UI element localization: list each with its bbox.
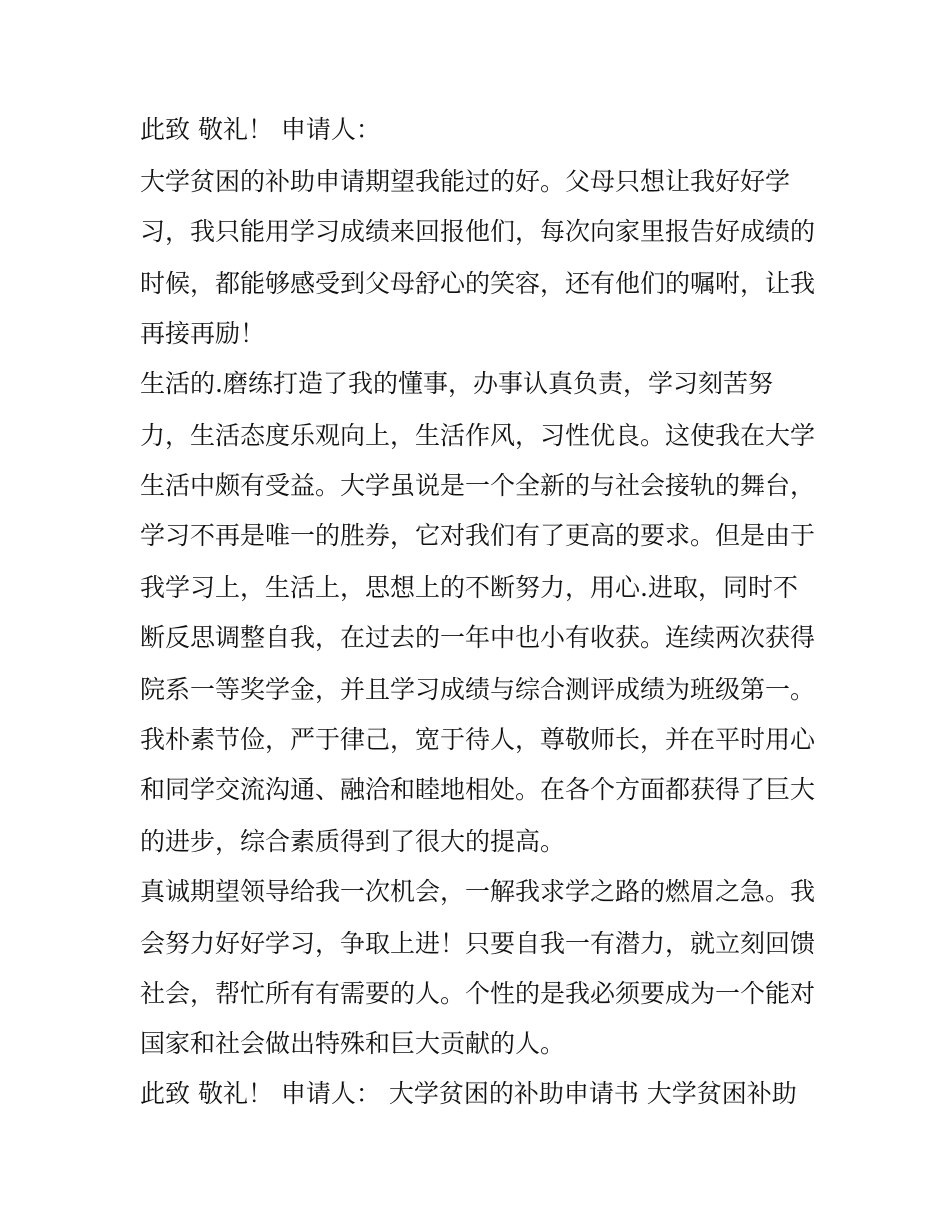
text-line: 院系一等奖学金，并且学习成绩与综合测评成绩为班级第一。 — [140, 675, 816, 704]
text-line: 习，我只能用学习成绩来回报他们，每次向家里报告好成绩的 — [140, 217, 816, 246]
text-line: 真诚期望领导给我一次机会，一解我求学之路的燃眉之急。我 — [140, 877, 816, 906]
text-line: 再接再励！ — [140, 319, 266, 348]
text-line: 我学习上，生活上，思想上的不断努力，用心.进取，同时不 — [140, 573, 798, 602]
text-line: 时候，都能够感受到父母舒心的笑容，还有他们的嘱咐，让我 — [140, 269, 816, 298]
text-line: 社会，帮忙所有有需要的人。个性的是我必须要成为一个能对 — [140, 979, 816, 1008]
text-line: 力，生活态度乐观向上，生活作风，习性优良。这使我在大学 — [140, 421, 816, 450]
text-line: 此致 敬礼！ 申请人： — [140, 115, 381, 144]
text-line: 我朴素节俭，严于律己，宽于待人，尊敬师长，并在平时用心 — [140, 725, 816, 754]
text-line: 大学贫困的补助申请期望我能过的好。父母只想让我好好学 — [140, 167, 791, 196]
text-line: 生活的.磨练打造了我的懂事，办事认真负责，学习刻苦努 — [140, 369, 773, 398]
text-line: 和同学交流沟通、融洽和睦地相处。在各个方面都获得了巨大 — [140, 775, 816, 804]
text-line: 的进步，综合素质得到了很大的提高。 — [140, 827, 566, 856]
text-line: 生活中颇有受益。大学虽说是一个全新的与社会接轨的舞台， — [140, 471, 816, 500]
text-line: 断反思调整自我，在过去的一年中也小有收获。连续两次获得 — [140, 623, 816, 652]
text-line: 会努力好好学习，争取上进！只要自我一有潜力，就立刻回馈 — [140, 929, 816, 958]
text-line: 学习不再是唯一的胜券，它对我们有了更高的要求。但是由于 — [140, 521, 816, 550]
text-line: 此致 敬礼！ 申请人： 大学贫困的补助申请书 大学贫困补助 — [140, 1079, 797, 1108]
text-line: 国家和社会做出特殊和巨大贡献的人。 — [140, 1029, 566, 1058]
